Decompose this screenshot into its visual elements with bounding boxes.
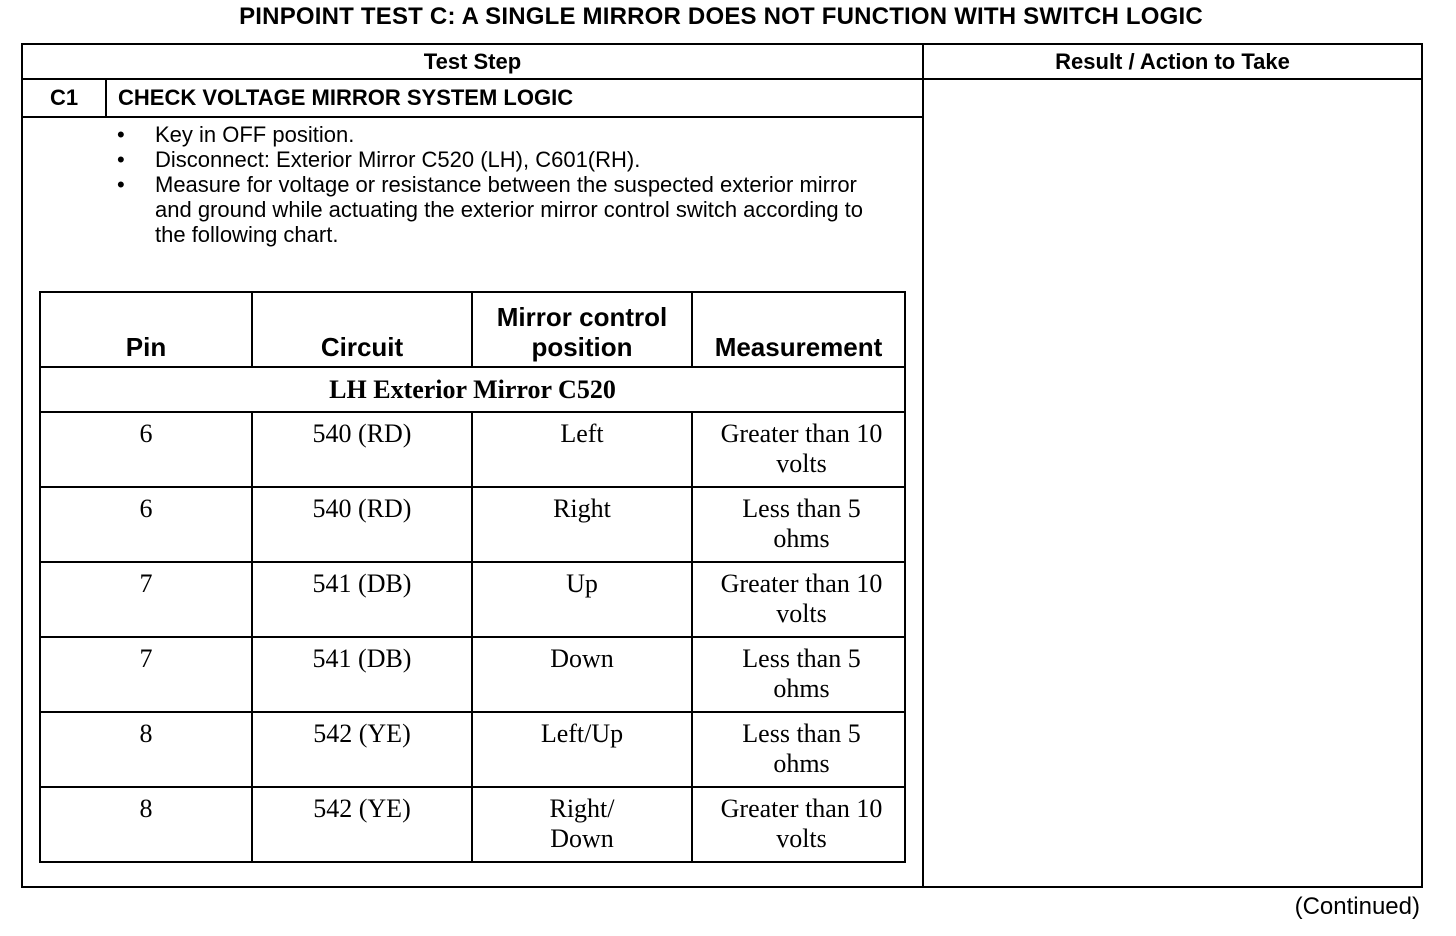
cell-measurement: Less than 5 ohms	[692, 637, 905, 712]
table-row	[40, 487, 905, 562]
cell-position: Left	[472, 412, 692, 487]
cell-measurement: Greater than 10 volts	[692, 562, 905, 637]
step-id: C1	[49, 85, 79, 110]
cell-measurement: Less than 5 ohms	[692, 712, 905, 787]
bullet-icon: •	[117, 122, 125, 147]
step-title: CHECK VOLTAGE MIRROR SYSTEM LOGIC	[118, 85, 574, 110]
step-id-divider	[105, 80, 107, 116]
cell-circuit: 542 (YE)	[252, 712, 472, 787]
cell-measurement: Greater than 10 volts	[692, 412, 905, 487]
cell-circuit: 542 (YE)	[252, 787, 472, 862]
bullet-icon: •	[117, 147, 125, 172]
column-header-circuit: Circuit	[252, 292, 472, 367]
cell-circuit: 540 (RD)	[252, 487, 472, 562]
cell-position: Up	[472, 562, 692, 637]
column-divider	[922, 45, 924, 886]
continued-label: (Continued)	[1294, 893, 1420, 920]
cell-position: Right/ Down	[472, 787, 692, 862]
column-header-pin: Pin	[40, 292, 252, 367]
column-header-measurement: Measurement	[692, 292, 905, 367]
table-row	[40, 637, 905, 712]
section-label: LH Exterior Mirror C520	[40, 367, 905, 412]
table-row	[40, 562, 905, 637]
cell-pin: 6	[40, 487, 252, 562]
header-test-step: Test Step	[423, 49, 522, 74]
cell-circuit: 541 (DB)	[252, 562, 472, 637]
column-header-position: Mirror control position	[472, 292, 692, 367]
table-row	[40, 787, 905, 862]
cell-circuit: 541 (DB)	[252, 637, 472, 712]
instruction-item	[113, 147, 875, 172]
instruction-item	[113, 122, 875, 147]
header-result-action: Result / Action to Take	[1055, 49, 1290, 74]
table-row	[40, 712, 905, 787]
cell-position: Left/Up	[472, 712, 692, 787]
cell-pin: 7	[40, 562, 252, 637]
cell-pin: 7	[40, 637, 252, 712]
cell-measurement: Greater than 10 volts	[692, 787, 905, 862]
cell-position: Right	[472, 487, 692, 562]
step-instructions	[113, 122, 875, 247]
table-row	[40, 412, 905, 487]
instruction-text: Key in OFF position.	[155, 122, 355, 147]
step-title-divider	[23, 116, 922, 118]
instruction-text: Disconnect: Exterior Mirror C520 (LH), C601(RH).	[155, 147, 641, 172]
page-title: PINPOINT TEST C: A SINGLE MIRROR DOES NOT FUNCTION WITH SWITCH LOGIC	[239, 3, 1203, 30]
cell-circuit: 540 (RD)	[252, 412, 472, 487]
instruction-text: Measure for voltage or resistance between the suspected exterior mirror and ground while actuating the exterior mirror control switch according to the following chart.	[155, 172, 864, 247]
cell-position: Down	[472, 637, 692, 712]
bullet-icon: •	[117, 172, 125, 197]
measurement-chart	[39, 291, 906, 863]
cell-pin: 6	[40, 412, 252, 487]
cell-pin: 8	[40, 712, 252, 787]
instruction-item	[113, 172, 875, 247]
cell-pin: 8	[40, 787, 252, 862]
pinpoint-test-table	[21, 43, 1423, 888]
cell-measurement: Less than 5 ohms	[692, 487, 905, 562]
